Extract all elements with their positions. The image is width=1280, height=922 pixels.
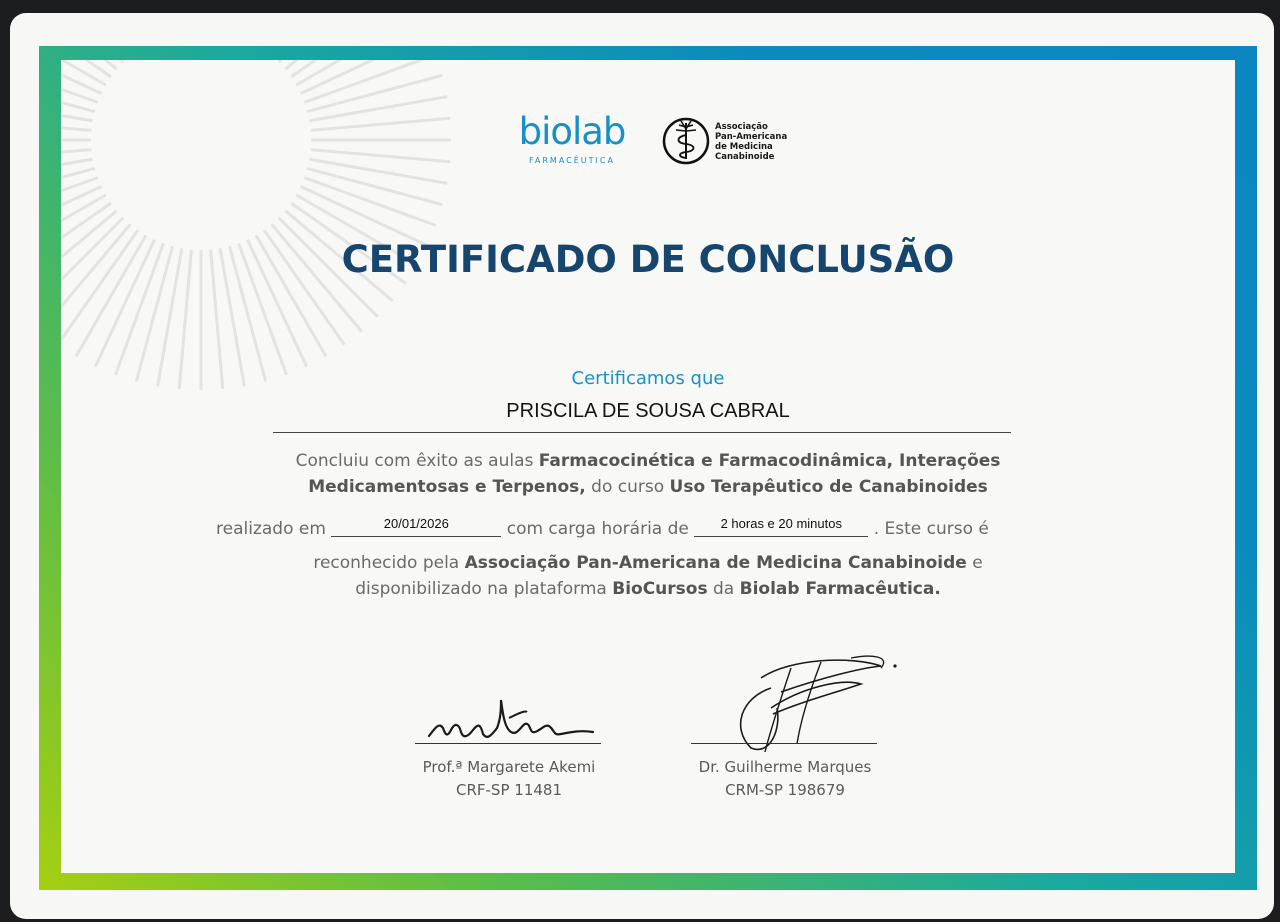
- line4-prefix: reconhecido pela: [313, 553, 465, 573]
- body-line-5: [61, 576, 1235, 602]
- line3-suffix: . Este curso é: [873, 519, 989, 539]
- date-value: 20/01/2026: [383, 516, 449, 531]
- signer-1-registry: CRF-SP 11481: [456, 781, 562, 799]
- course-name: Uso Terapêutico de Canabinoides: [669, 477, 988, 497]
- signature-line-1: [415, 743, 601, 744]
- intro-text: Certificamos que: [571, 368, 725, 389]
- association-logo-text: [715, 122, 825, 162]
- body-line-4: [61, 550, 1235, 576]
- association-emblem-icon: [662, 117, 710, 165]
- association-line-3: de Medicina: [715, 142, 773, 152]
- company-name: Biolab Farmacêutica.: [739, 579, 941, 599]
- certificate-title: CERTIFICADO DE CONCLUSÃO: [341, 238, 955, 281]
- signer-1-name: Prof.ª Margarete Akemi: [422, 758, 596, 776]
- lessons-title: Farmacocinética e Farmacodinâmica, Interações: [538, 451, 1001, 471]
- body-line-1: [61, 448, 1235, 474]
- platform-name: BioCursos: [612, 579, 708, 599]
- body-line-2: [61, 474, 1235, 500]
- name-underline: [273, 432, 1011, 433]
- duration-label: com carga horária de: [506, 519, 689, 539]
- association-line-4: Canabinoide: [715, 152, 775, 162]
- line5-mid: da: [707, 579, 740, 599]
- line2-mid: do curso: [585, 477, 670, 497]
- line1-prefix: Concluiu com êxito as aulas: [295, 451, 539, 471]
- certificate-window: [10, 13, 1274, 919]
- signer-2-registry: CRM-SP 198679: [725, 781, 845, 799]
- certificate-paper: [61, 60, 1235, 873]
- line4-suffix: e: [966, 553, 983, 573]
- duration-field: [694, 516, 868, 537]
- line5-prefix: disponibilizado na plataforma: [355, 579, 613, 599]
- biolab-tagline: FARMACÊUTICA: [529, 156, 615, 165]
- lessons-title-cont: Medicamentosas e Terpenos,: [308, 477, 586, 497]
- association-name: Associação Pan-Americana de Medicina Canabinoide: [464, 553, 967, 573]
- body-line-3: [216, 516, 989, 542]
- signer-2-name: Dr. Guilherme Marques: [698, 758, 872, 776]
- certificate-frame: [39, 46, 1257, 890]
- duration-value: 2 horas e 20 minutos: [720, 516, 842, 531]
- sunburst-decoration: [61, 60, 461, 400]
- association-line-1: Associação: [715, 122, 768, 132]
- signature-guilherme: [711, 648, 911, 758]
- date-field: [331, 516, 501, 537]
- biolab-logo: biolab: [518, 110, 626, 153]
- signature-line-2: [691, 743, 877, 744]
- association-line-2: Pan-Americana: [715, 132, 788, 142]
- date-label: realizado em: [216, 519, 326, 539]
- recipient-name: PRISCILA DE SOUSA CABRAL: [506, 400, 790, 422]
